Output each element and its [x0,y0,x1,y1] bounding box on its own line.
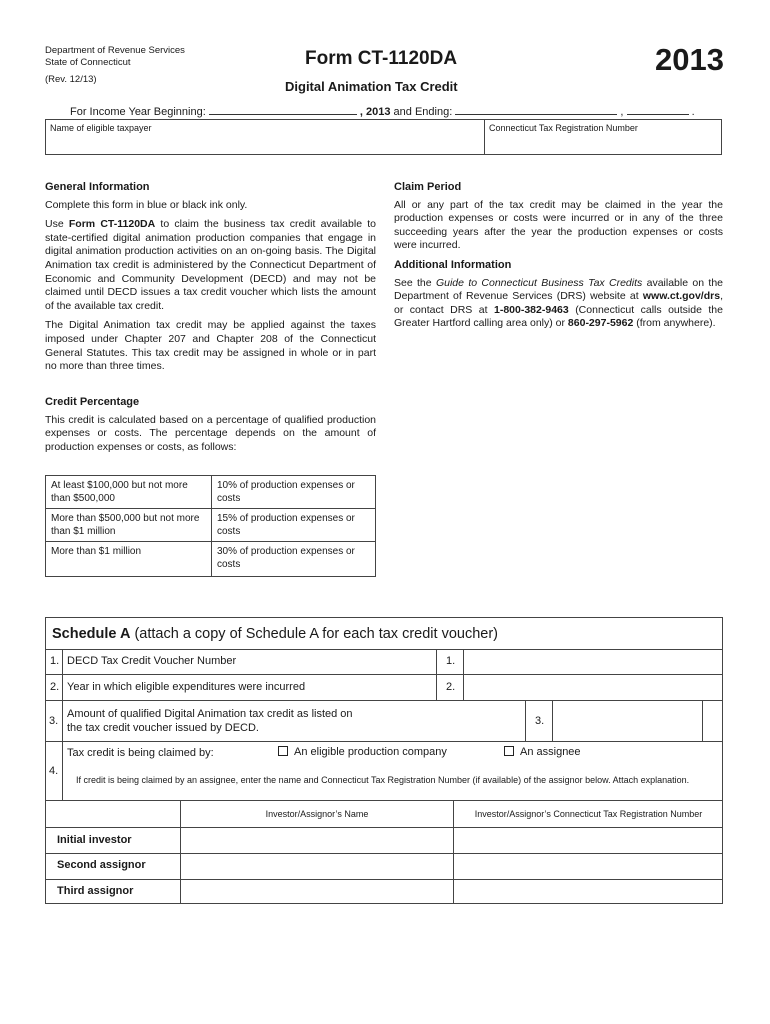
income-year-line [70,105,695,118]
line-4-number: 4. [49,765,59,777]
credit-percentage-table [45,475,376,577]
state-name: State of Connecticut [45,57,131,68]
department-heading [45,45,185,69]
income-year-mid: , 2013 [359,106,391,118]
option-assignee[interactable]: An assignee [504,746,581,758]
claim-period-body: All or any part of the tax credit may be claimed in the year the production expenses or costs were incurred or in any of the three succeeding years after the year the production expenses or costs were incurred. [394,198,723,252]
tax-year: 2013 [655,42,724,77]
credit-amount-input[interactable] [553,701,702,741]
initial-investor-name-input[interactable] [181,828,453,853]
revision-date: (Rev. 12/13) [45,74,97,85]
drs-phone-2: 860-297-5962 [567,317,634,330]
general-information-heading: General Information [45,181,150,193]
income-year-end: . [691,106,695,118]
table-row [46,476,376,509]
additional-information-body: See the Guide to Connecticut Business Tax Credits available on the Department of Revenue Services (DRS) website at www.ct.gov/drs, or contact DRS at 1-800-382-9463 (Connecticut calls outside the Greater Hartford calling area only) or 860-297-5962 (from anywhere). [394,276,724,330]
line-1-number: 1. [50,655,60,667]
second-assignor-reg-input[interactable] [454,854,722,879]
general-information-p2: Use Form CT-1120DA to claim the business tax credit available to state-certified digital animation production companies that engage in digital animation production activities on an on-going basis. The Digital Animation tax credit is administered by the Connecticut Department of Economic and Community Development (DECD) and may not be claimed until DECD issues a tax credit voucher which lists the amount of the available tax credit. [45,218,376,312]
drs-phone-1: 1-800-382-9463 [493,303,569,316]
row-label-third-assignor: Third assignor [57,885,134,897]
third-assignor-name-input[interactable] [181,880,453,903]
claim-period-section [394,181,723,259]
line-2-box-number: 2. [446,681,456,693]
option-production-company[interactable]: An eligible production company [278,746,447,758]
general-information-p1: Complete this form in blue or black ink only. [45,198,248,211]
assignor-name-header: Investor/Assignor’s Name [265,809,369,819]
taxpayer-name-field[interactable] [46,120,485,154]
assignor-reg-header: Investor/Assignor’s Connecticut Tax Registration Number [474,809,703,819]
checkbox-production-company[interactable] [278,746,288,756]
rate-cell: 10% of production expenses or costs [212,476,376,509]
schedule-a-note: (attach a copy of Schedule A for each tax credit voucher) [134,626,498,642]
expenditure-year-input[interactable] [464,675,722,700]
credit-percentage-body: This credit is calculated based on a percentage of qualified production expenses or costs. The percentage depends on the amount of production expenses or costs, as follows: [45,413,376,453]
department-name: Department of Revenue Services [45,45,185,56]
range-cell: More than $1 million [46,542,212,577]
registration-number-field[interactable] [485,120,721,154]
drs-website-link[interactable]: www.ct.gov/drs [642,290,721,303]
checkbox-assignee[interactable] [504,746,514,756]
income-year-and: and Ending: [393,106,453,118]
form-reference: Form CT-1120DA [68,218,156,231]
voucher-number-input[interactable] [464,650,722,674]
income-year-begin-field[interactable] [209,105,357,115]
general-information-section [45,181,376,380]
form-subtitle: Digital Animation Tax Credit [285,79,458,94]
range-cell: More than $500,000 but not more than $1 million [46,509,212,542]
rate-cell: 30% of production expenses or costs [212,542,376,577]
table-row [46,509,376,542]
taxpayer-info-box [45,119,722,155]
line-3-label: Amount of qualified Digital Animation tax credit as listed on the tax credit voucher issued by DECD. [67,708,353,734]
income-year-end-year-field[interactable] [627,105,689,115]
general-information-p3: The Digital Animation tax credit may be applied against the taxes imposed under Chapter 207 and Chapter 208 of the Connecticut General Statutes. This tax credit may be assigned in whole or in part no more than three times. [45,319,376,373]
line-1-box-number: 1. [446,655,456,667]
credit-percentage-section [45,396,376,460]
row-label-second-assignor: Second assignor [57,859,146,871]
table-row [46,542,376,577]
row-label-initial-investor: Initial investor [57,834,132,846]
income-year-end-field[interactable] [455,105,617,115]
initial-investor-reg-input[interactable] [454,828,722,853]
schedule-a-title: Schedule A (attach a copy of Schedule A for each tax credit voucher) [52,626,498,642]
line-1-label: DECD Tax Credit Voucher Number [67,655,237,667]
line-4-label: Tax credit is being claimed by: [67,747,214,759]
additional-information-section [394,259,723,337]
registration-number-label: Connecticut Tax Registration Number [489,123,638,133]
line-4-note: If credit is being claimed by an assignee, enter the name and Connecticut Tax Registration Number (if available) of the assignor below. Attach explanation. [76,775,690,785]
line-2-number: 2. [50,681,60,693]
third-assignor-reg-input[interactable] [454,880,722,903]
line-2-label: Year in which eligible expenditures were incurred [67,681,306,693]
rate-cell: 15% of production expenses or costs [212,509,376,542]
additional-information-heading: Additional Information [394,259,512,271]
taxpayer-name-label: Name of eligible taxpayer [50,123,152,133]
line-3-box-number: 3. [535,715,545,727]
credit-percentage-heading: Credit Percentage [45,396,140,408]
range-cell: At least $100,000 but not more than $500,000 [46,476,212,509]
income-year-prefix: For Income Year Beginning: [70,106,206,118]
line-3-number: 3. [49,715,59,727]
claim-period-heading: Claim Period [394,181,462,193]
income-year-comma: , [620,106,624,118]
second-assignor-name-input[interactable] [181,854,453,879]
form-title: Form CT-1120DA [305,48,458,69]
guide-title: Guide to Connecticut Business Tax Credits [435,276,643,289]
